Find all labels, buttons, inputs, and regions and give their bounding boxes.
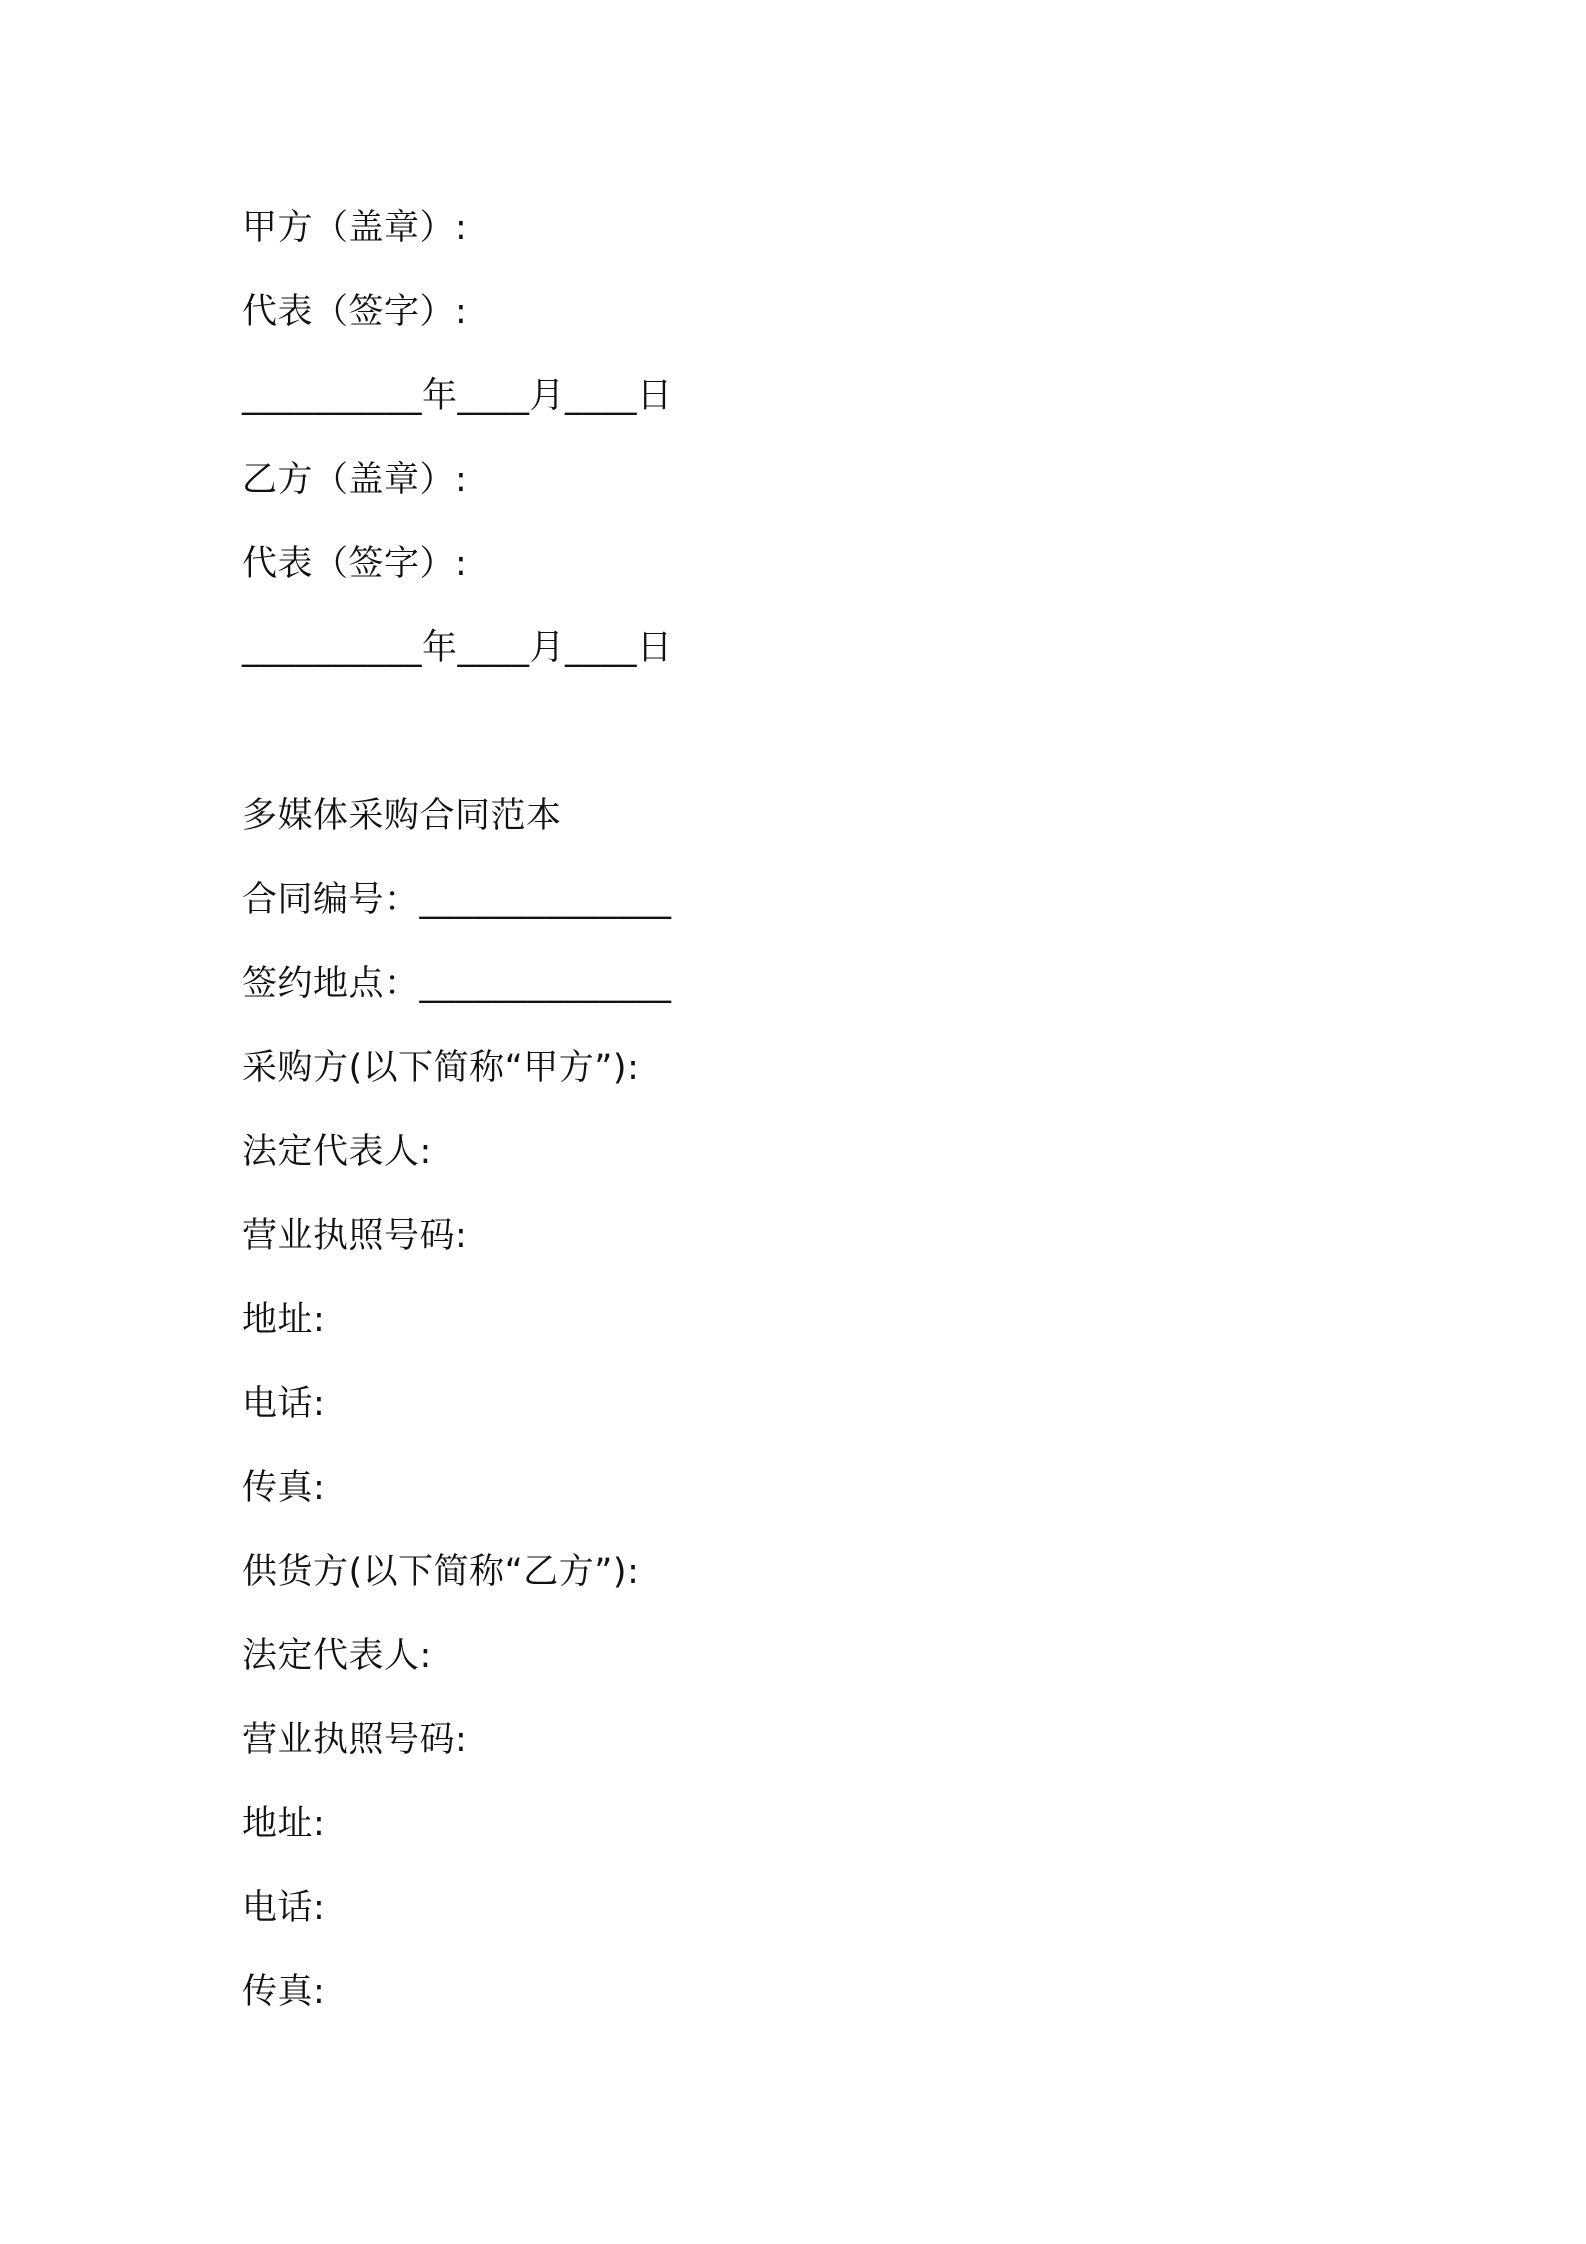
signing-place-field: 签约地点：______________: [242, 964, 672, 1004]
contract-number-field: 合同编号：______________: [242, 880, 672, 920]
party-b-rep-sign-label: 代表（签字）:: [242, 544, 468, 584]
supplier-license-label: 营业执照号码:: [242, 1720, 468, 1760]
party-a-date-line: __________年____月____日: [242, 376, 673, 416]
contract-title: 多媒体采购合同范本: [242, 796, 562, 836]
buyer-legal-rep-label: 法定代表人:: [242, 1132, 432, 1172]
party-a-rep-sign-label: 代表（签字）:: [242, 292, 468, 332]
supplier-address-label: 地址:: [242, 1804, 326, 1844]
buyer-heading: 采购方(以下简称“甲方”):: [242, 1048, 640, 1088]
buyer-license-label: 营业执照号码:: [242, 1216, 468, 1256]
party-b-seal-label: 乙方（盖章）:: [242, 460, 468, 500]
supplier-phone-label: 电话:: [242, 1888, 326, 1928]
buyer-fax-label: 传真:: [242, 1468, 326, 1508]
supplier-fax-label: 传真:: [242, 1972, 326, 2012]
supplier-heading: 供货方(以下简称“乙方”):: [242, 1552, 640, 1592]
supplier-legal-rep-label: 法定代表人:: [242, 1636, 432, 1676]
party-a-seal-label: 甲方（盖章）:: [242, 208, 468, 248]
party-b-date-line: __________年____月____日: [242, 628, 673, 668]
buyer-address-label: 地址:: [242, 1300, 326, 1340]
buyer-phone-label: 电话:: [242, 1384, 326, 1424]
